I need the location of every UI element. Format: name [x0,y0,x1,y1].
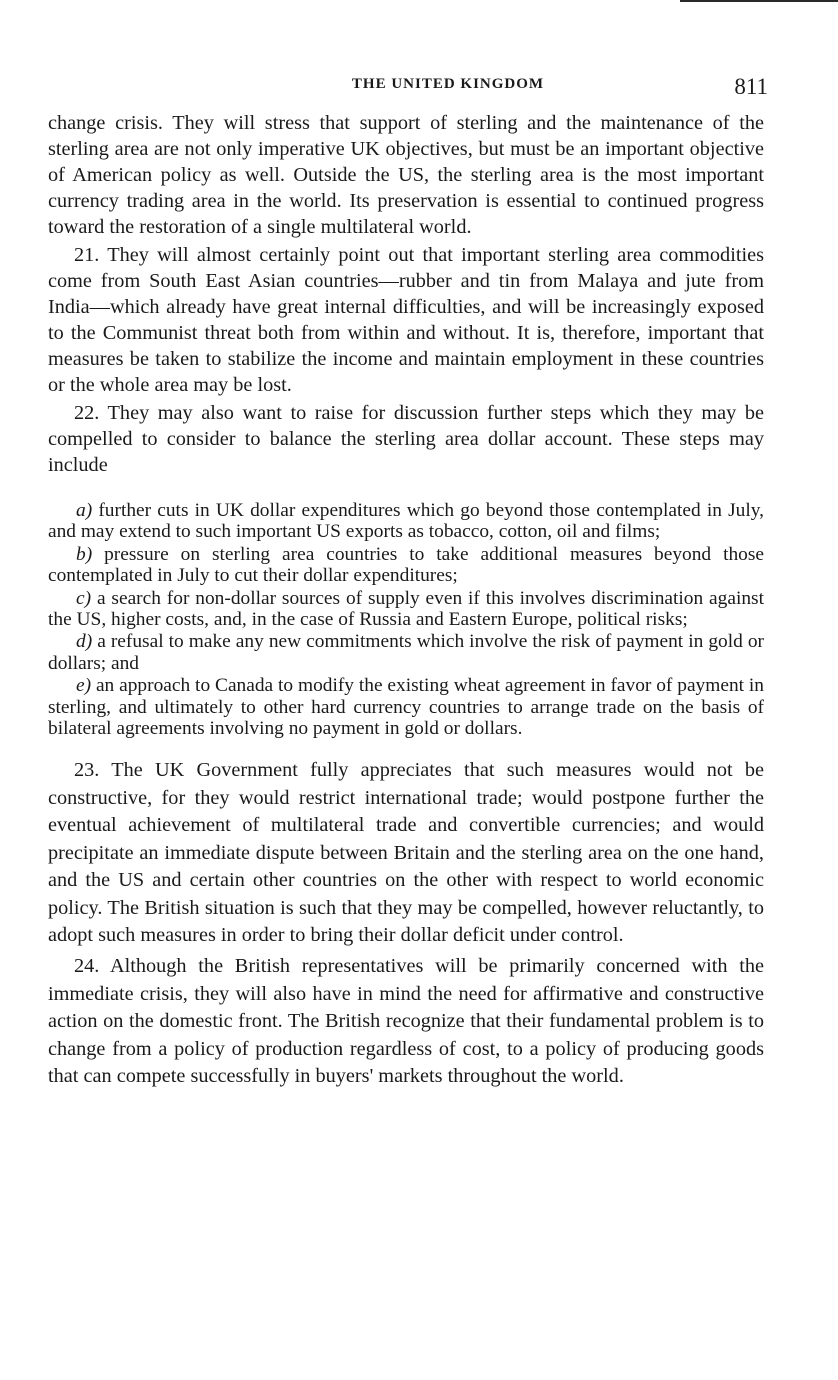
step-letter-a: a) [76,500,93,521]
step-letter-b: b) [76,543,93,565]
running-head [48,74,768,100]
step-text-a: further cuts in UK dollar expenditures which go beyond those contemplated in July, and may extend to such important US exports as tobacco, cotton, oil and films; [48,500,764,543]
paragraph-21: 21. They will almost certainly point out that important sterling area commodities come from South East Asian countries—rubber and tin from Malaya and jute from India—which already have great internal difficulties, and will be increasingly exposed to the Communist threat both from within and without. It is, therefore, important that measures be taken to stabilize the income and maintain employment in these countries or the whole area may be lost. [48,244,764,396]
step-item-d [48,631,764,674]
step-letter-c: c) [76,587,92,609]
step-text-c: a search for non-dollar sources of supply even if this involves discrimination against the US, higher costs, and, in the case of Russia and Eastern Europe, political risks; [48,587,764,631]
step-text-d: a refusal to make any new commitments which involve the risk of payment in gold or dollars; and [48,631,764,674]
step-letter-e: e) [76,675,92,697]
step-item-a [48,500,764,543]
step-item-c [48,588,764,631]
scan-edge-line [680,0,838,2]
steps-list [48,500,764,739]
body-text [48,110,764,1090]
paragraph-22: 22. They may also want to raise for discussion further steps which they may be compelled to consider to balance the sterling area dollar account. These steps may include [48,402,764,476]
step-item-e [48,675,764,739]
paragraph-23: 23. The UK Government fully appreciates that such measures would not be constructive, for they would restrict international trade; would postpone further the eventual achievement of multilateral trade and convertible currencies; and would precipitate an immediate dispute between Britain and the sterling area on the one hand, and the US and certain other countries on the other with respect to world economic policy. The British situation is such that they may be compelled, however reluctantly, to adopt such measures in order to bring their dollar deficit under control. [48,759,764,946]
step-letter-d: d) [76,631,93,653]
step-item-b [48,544,764,587]
step-text-b: pressure on sterling area countries to take additional measures beyond those contemplated in July to cut their dollar expenditures; [48,543,764,587]
paragraph-continued: change crisis. They will stress that support of sterling and the maintenance of the sterling area are not only imperative UK objectives, but must be an important objective of American policy as well. Outside the US, the sterling area is the most important currency trading area in the world. Its preservation is essential to continued progress toward the restoration of a single multilateral world. [48,112,764,238]
page-number: 811 [734,74,768,99]
paragraph-24: 24. Although the British representatives will be primarily concerned with the immediate crisis, they will also have in mind the need for affirmative and constructive action on the domestic front. The British recognize that their fundamental problem is to change from a policy of production regardless of cost, to a policy of producing goods that can compete successfully in buyers' markets throughout the world. [48,955,764,1087]
step-text-e: an approach to Canada to modify the existing wheat agreement in favor of payment in sterling, and ultimately to other hard currency countries to arrange trade on the basis of bilateral agreements involving no payment in gold or dollars. [48,675,764,740]
running-title: THE UNITED KINGDOM [351,76,545,92]
